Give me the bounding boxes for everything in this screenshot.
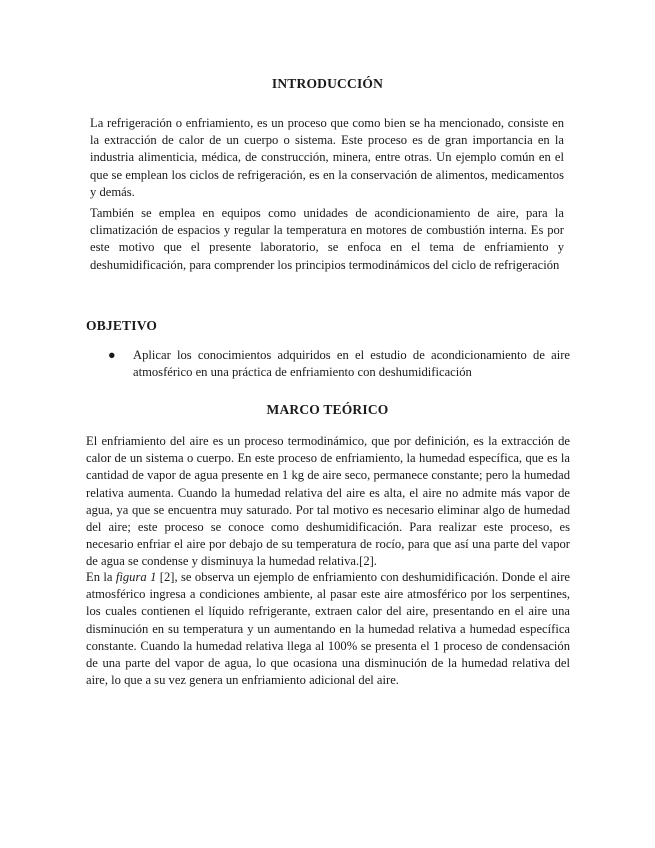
objetivo-heading: OBJETIVO — [86, 318, 158, 333]
marco-teorico-heading: MARCO TEÓRICO — [266, 402, 389, 417]
bullet-icon: ● — [108, 348, 116, 362]
paragraph-body-text: [2], se observa un ejemplo de enfriamiento con deshumidificación. Donde el aire atmosférico ingresa a condiciones ambiente, al pasar este aire atmosférico por los serpentines, los cuales contienen el líquido refrigerante, extraen calor del aire, presentando en el aire una disminución en su temperatura y un aumentando en la humedad relativa a humedad específica constante. Cuando la humedad relativa llega al 100% se presenta el 1 proceso de condensación de una parte del vapor de agua, lo que ocasiona una disminución de la humedad relativa del aire, lo que a su vez genera un enfriamiento adicional del aire. — [86, 570, 570, 688]
marco-teorico-paragraph-2 — [86, 569, 570, 689]
objetivo-item-text: Aplicar los conocimientos adquiridos en el estudio de acondicionamiento de aire atmosférico en una práctica de enfriamiento con deshumidificación — [133, 348, 570, 380]
objetivo-list — [108, 347, 570, 381]
figure-reference: figura 1 — [115, 570, 157, 584]
introduccion-paragraph-2: También se emplea en equipos como unidades de acondicionamiento de aire, para la climatización de espacios y regular la temperatura en motores de combustión interna. Es por este motivo que el presente laboratorio, se enfoca en el tema de enfriamiento y deshumidificación, para comprender los principios termodinámicos del ciclo de refrigeración — [90, 206, 564, 272]
marco-teorico-paragraph-1: El enfriamiento del aire es un proceso termodinámico, que por definición, es la extracción de calor de un sistema o cuerpo. En este proceso de enfriamiento, la humedad específica, que es la cantidad de vapor de agua presente en 1 kg de aire seco, permanece constante; pero la humedad relativa aumenta. Cuando la humedad relativa del aire es alta, el aire no admite más vapor de agua, ya que se encuentra muy saturado. Por tal motivo es necesario eliminar algo de humedad del aire; este proceso se conoce como deshumidificación. Para realizar este proceso, es necesario enfriar el aire por debajo de su temperatura de rocío, para que así una parte del vapor de agua se condense y disminuya la humedad relativa.[2]. — [86, 434, 570, 569]
introduccion-paragraph-1: La refrigeración o enfriamiento, es un proceso que como bien se ha mencionado, consiste en la extracción de calor de un cuerpo o sistema. Este proceso es de gran importancia en la industria alimenticia, médica, de construcción, minera, entre otras. Un ejemplo común en el que se emplean los ciclos de refrigeración, es en la conservación de alimentos, medicamentos y demás. — [90, 116, 564, 199]
objetivo-list-item — [108, 347, 570, 381]
introduccion-heading: INTRODUCCIÓN — [271, 76, 384, 91]
paragraph-lead-text: En la — [86, 570, 116, 584]
